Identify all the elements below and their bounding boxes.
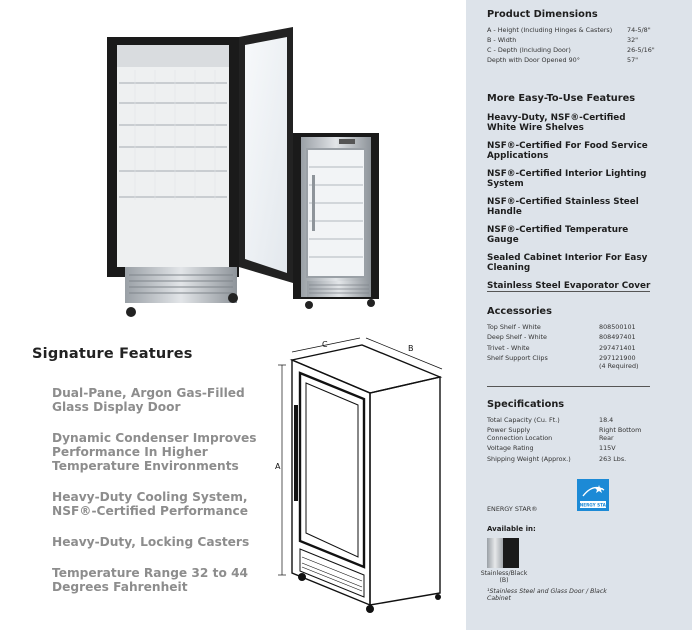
dimension-label: Depth with Door Opened 90° — [487, 56, 580, 64]
feature-item: NSF®-Certified Stainless Steel Handle — [487, 197, 639, 217]
feature-item: NSF®-Certified Interior Lighting System — [487, 169, 647, 189]
divider — [487, 386, 650, 387]
accessory-name: Shelf Support Clips — [487, 354, 548, 363]
dimensions-table — [487, 26, 667, 66]
color-swatch-stainless-black — [487, 538, 519, 568]
dimension-label-a: A — [275, 462, 281, 471]
finish-footnote: ¹Stainless Steel and Glass Door / Black Cabinet — [487, 588, 607, 602]
accessory-part-number: 297471401 — [599, 343, 636, 352]
spec-label: Total Capacity (Cu. Ft.) — [487, 416, 560, 424]
spec-value-line: Right Bottom — [599, 426, 642, 435]
accessories-table — [487, 324, 667, 370]
spec-value: 115V — [599, 444, 616, 453]
dimension-value: 26-5/16" — [627, 46, 655, 54]
specifications-title: Specifications — [487, 399, 565, 410]
energy-star-logo-text: ENERGY STAR — [577, 502, 609, 508]
spec-label-line: Connection Location — [487, 433, 553, 442]
table-row — [487, 56, 667, 66]
signature-features-list — [52, 386, 272, 611]
table-row — [487, 427, 667, 445]
signature-feature-item: Heavy-Duty Cooling System, NSF®-Certified Performance — [52, 490, 249, 518]
dimension-value: 57" — [627, 56, 639, 64]
spec-value: 263 Lbs. — [599, 454, 627, 463]
accessory-name: Deep Shelf - White — [487, 333, 547, 342]
energy-star-logo — [577, 479, 609, 511]
dimension-label: B - Width — [487, 36, 517, 44]
specifications-table — [487, 417, 667, 463]
more-features-title: More Easy-To-Use Features — [487, 93, 636, 104]
signature-features-title: Signature Features — [32, 346, 193, 362]
dimension-label: C - Depth (Including Door) — [487, 46, 571, 54]
accessory-part-number: 808500101 — [599, 323, 636, 331]
feature-item: Sealed Cabinet Interior For Easy Cleaning — [487, 253, 648, 273]
accessories-title: Accessories — [487, 306, 552, 317]
spec-label-line: Power Supply — [487, 426, 531, 435]
spec-label: Shipping Weight (Approx.) — [487, 454, 571, 463]
signature-feature-item: Heavy-Duty, Locking Casters — [52, 535, 250, 549]
product-photo — [95, 25, 395, 325]
signature-feature-item: Dynamic Condenser Improves Performance In Higher Temperature Environments — [52, 431, 257, 473]
dimension-label-b: B — [408, 344, 414, 353]
part-number: 297121900 — [599, 354, 636, 363]
signature-feature-item: Temperature Range 32 to 44 Degrees Fahrenheit — [52, 566, 249, 594]
table-row — [487, 26, 667, 36]
accessory-part-number: 808497401 — [599, 333, 636, 342]
swatch-code: (B) — [499, 577, 509, 584]
available-in-title: Available in: — [487, 525, 536, 533]
spec-label — [487, 427, 599, 445]
spec-value-line: Rear — [599, 433, 614, 442]
dimension-value: 74-5/8" — [627, 26, 651, 34]
accessory-part-number — [599, 355, 667, 370]
accessory-name: Trivet - White — [487, 343, 530, 352]
spec-sidebar — [466, 0, 692, 630]
dimension-label-c: C — [322, 340, 328, 349]
table-row — [487, 46, 667, 56]
feature-item: Heavy-Duty, NSF®-Certified White Wire Shelves — [487, 113, 626, 133]
dimension-diagram — [272, 335, 457, 615]
signature-feature-item: Dual-Pane, Argon Gas-Filled Glass Display Door — [52, 386, 245, 414]
more-features-list — [487, 113, 657, 299]
spec-label: Voltage Rating — [487, 444, 534, 453]
feature-item: NSF®-Certified Temperature Gauge — [487, 225, 629, 245]
dimension-label: A - Height (Including Hinges & Casters) — [487, 26, 613, 34]
swatch-label — [478, 570, 530, 584]
spec-value: 18.4 — [599, 416, 614, 424]
table-row — [487, 456, 667, 463]
part-note: (4 Required) — [599, 361, 639, 370]
feature-item: NSF®-Certified For Food Service Applications — [487, 141, 648, 161]
product-dimensions-title: Product Dimensions — [487, 9, 598, 20]
table-row — [487, 355, 667, 370]
dimension-value: 32" — [627, 36, 639, 44]
accessory-name: Top Shelf - White — [487, 323, 541, 331]
feature-item: Stainless Steel Evaporator Cover — [487, 281, 651, 291]
divider — [487, 291, 650, 292]
swatch-name: Stainless/Black — [480, 570, 528, 577]
table-row — [487, 36, 667, 46]
energy-star-label: ENERGY STAR® — [487, 505, 538, 513]
spec-value — [599, 427, 667, 445]
